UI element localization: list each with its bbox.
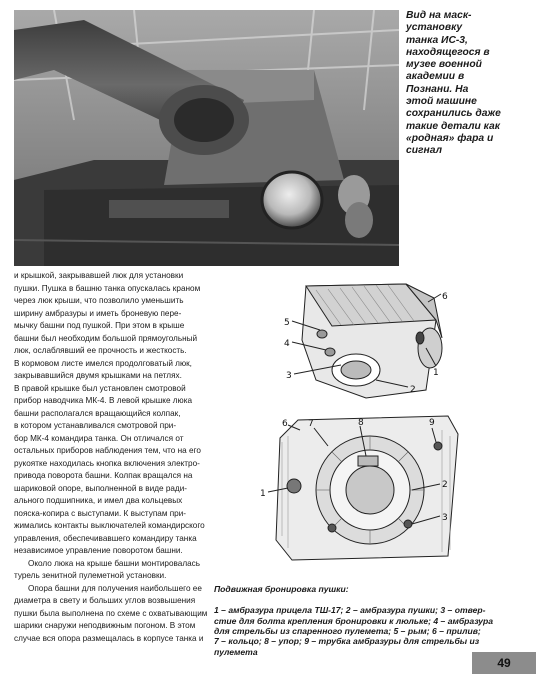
mantlet-drawing-bottom (268, 416, 458, 560)
mantlet-drawings (236, 270, 536, 562)
article-body (14, 270, 208, 645)
label-6: 6 (442, 292, 448, 302)
label-3: 3 (442, 513, 448, 523)
paragraph: Опора башни для получения наибольшего ее диаметра в свету и больших углов возвышения пушки была выполнена по схеме с охватывающим шарики снаружи неподвижным погоном. В этом случае вся опора размещалась в корпусе танка и (14, 583, 208, 643)
label-7: 7 (308, 419, 314, 429)
photo-caption: Вид на маск- установку танка ИС-3, находящегося в музее военной академии в Познани. На этой машине сохранились даже такие детали как «родная» фара и сигнал (406, 10, 501, 157)
tank-mantlet-photo (14, 10, 399, 266)
label-1: 1 (260, 489, 266, 499)
label-4: 4 (284, 339, 290, 349)
label-1: 1 (433, 368, 439, 378)
label-8: 8 (358, 418, 364, 428)
paragraph: Около люка на крыше башни монтировалась турель зенитной пулеметной установки. (14, 558, 201, 580)
label-9: 9 (429, 418, 435, 428)
label-2: 2 (442, 480, 448, 490)
label-5: 5 (284, 318, 290, 328)
mantlet-drawing-top (292, 284, 442, 398)
label-2: 2 (410, 385, 416, 395)
paragraph: и крышкой, закрывавшей люк для установки пушки. Пушка в башню танка опускалась краном через люк крыши, что позволило уменьшить ширину амбразуры и иметь броневую пере- мычку башни под пушкой. При этом в крыше башни был необходим большой прямоугольный люк, ослаблявший ее прочность и жесткость. В кормовом листе имелся продолговатый люк, закрывавшийся двумя крышками на петлях. В правой крышке был установлен смотровой прибор наводчика МК-4. В левой крышке люка башни располагался вращающийся колпак, в котором устанавливался смотровой при- бор МК-4 командира танка. Он отличался от остальных приборов наблюдения тем, что на его рукоятке находилась кнопка включения электро- привода поворота башни. Колпак вращался на шариковой опоре, выполненной в виде ради- ального подшипника, и имел два кольцевых пояска-копира с выступами. К выступам при- жимались контакты выключателей командирского управления, обеспечивавшего командиру танка независимое управление поворотом башни. (14, 271, 205, 555)
page-number: 49 (472, 652, 536, 674)
figure-caption-items: 1 – амбразура прицела ТШ-17; 2 – амбразура пушки; 3 – отвер- стие для болта крепления бронировки к люльке; 4 – амбразура для стрельбы из спаренного пулемета; 5 – рым; 6 – прилив; 7 – кольцо; 8 – упор; 9 – трубка амбразуры для стрельбы из пулемета (214, 605, 494, 657)
label-6: 6 (282, 419, 288, 429)
label-3: 3 (286, 371, 292, 381)
figure-caption (214, 574, 528, 657)
figure-caption-title: Подвижная бронировка пушки: (214, 584, 349, 595)
